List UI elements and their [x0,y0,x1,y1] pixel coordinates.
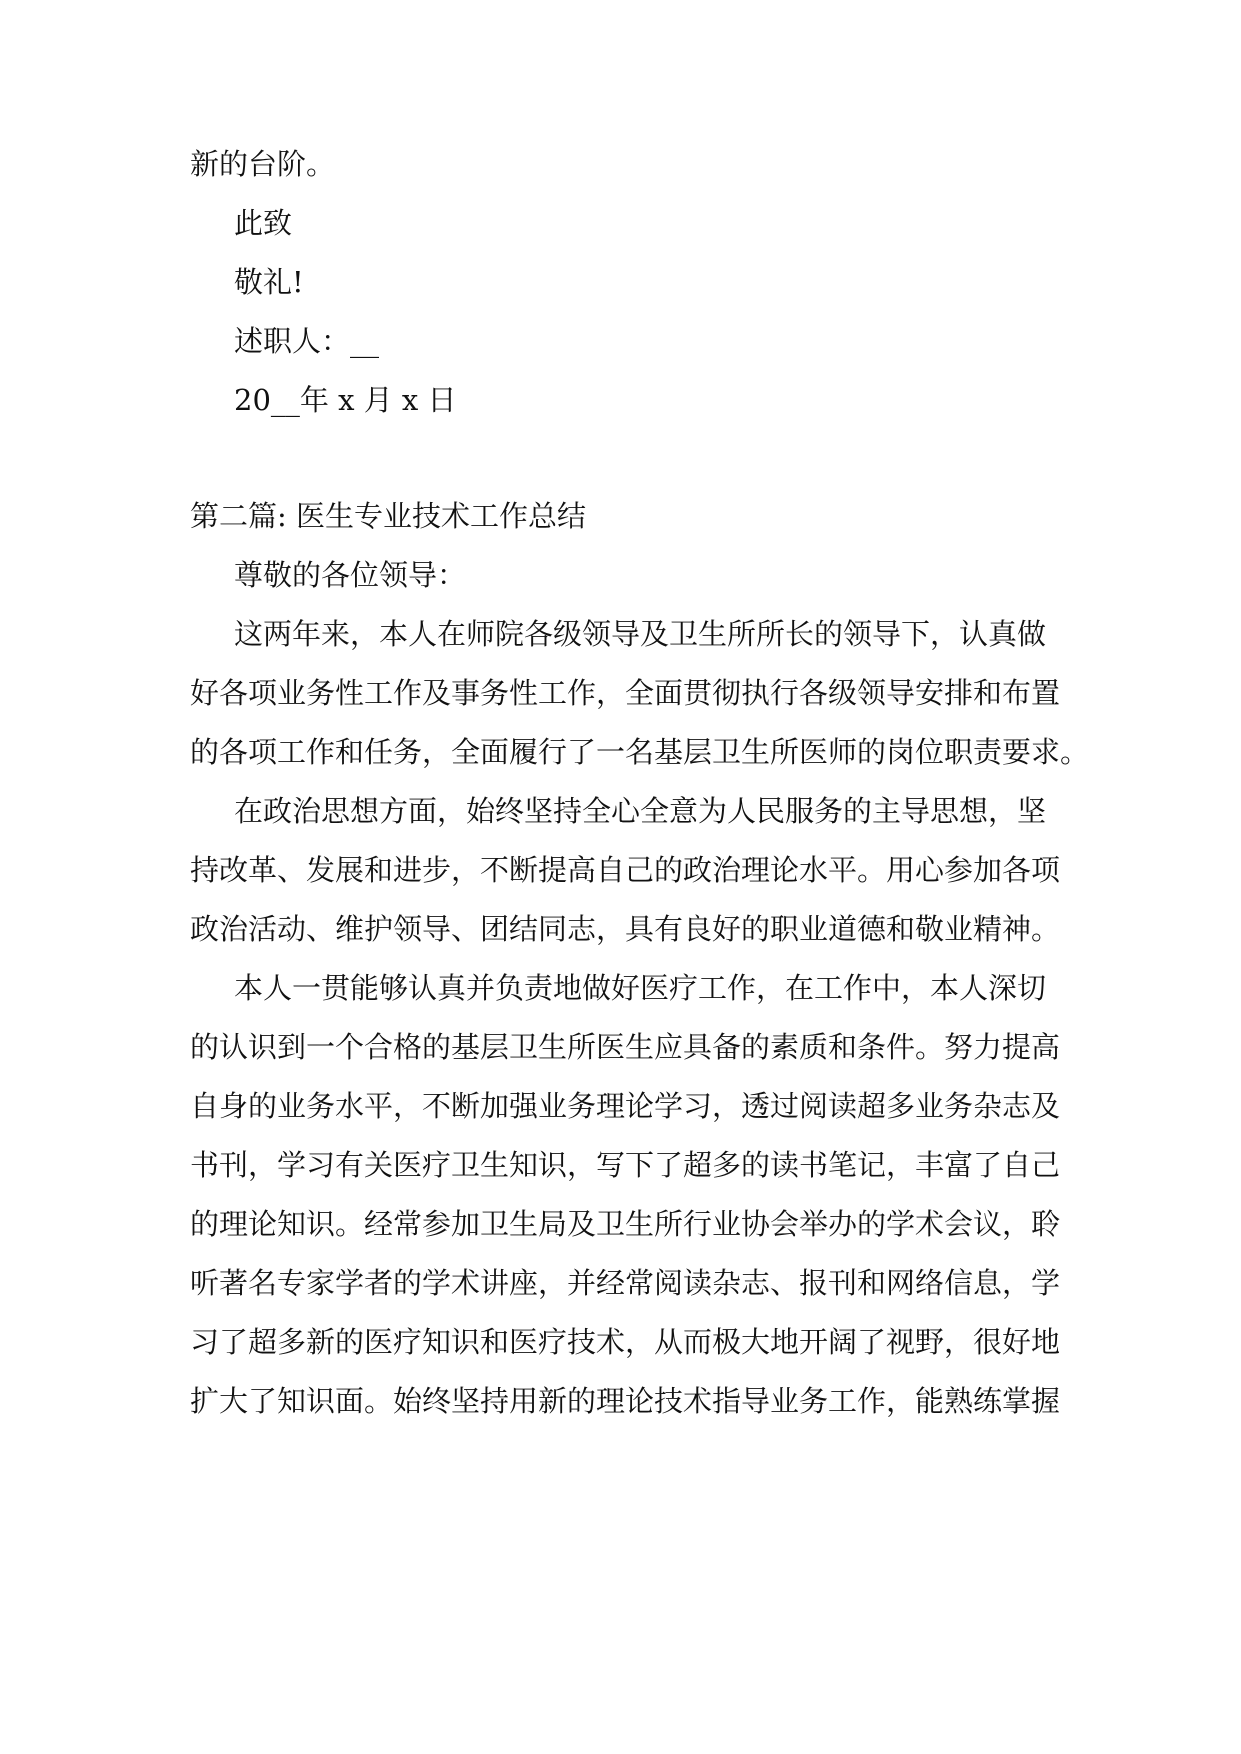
body-line: 持改革、发展和进步，不断提高自己的政治理论水平。用心参加各项 [190,853,1061,887]
body-line: 好各项业务性工作及事务性工作，全面贯彻执行各级领导安排和布置 [190,676,1061,710]
body-line: 在政治思想方面，始终坚持全心全意为人民服务的主导思想，坚 [234,794,1047,828]
date-line: 20__年 x 月 x 日 [234,383,457,417]
body-line: 自身的业务水平，不断加强业务理论学习，透过阅读超多业务杂志及 [190,1089,1061,1123]
body-line: 这两年来，本人在师院各级领导及卫生所所长的领导下，认真做 [234,617,1047,651]
body-line: 政治活动、维护领导、团结同志，具有良好的职业道德和敬业精神。 [190,912,1061,946]
body-line: 扩大了知识面。始终坚持用新的理论技术指导业务工作，能熟练掌握 [190,1384,1061,1418]
body-line: 习了超多新的医疗知识和医疗技术，从而极大地开阔了视野，很好地 [190,1325,1061,1359]
body-line: 听著名专家学者的学术讲座，并经常阅读杂志、报刊和网络信息，学 [190,1266,1061,1300]
signer-line: 述职人：__ [234,324,380,358]
paragraph-continuation: 新的台阶。 [190,147,336,181]
body-line: 书刊，学习有关医疗卫生知识，写下了超多的读书笔记，丰富了自己 [190,1148,1061,1182]
body-line: 的认识到一个合格的基层卫生所医生应具备的素质和条件。努力提高 [190,1030,1061,1064]
closing-regards: 敬礼! [234,265,304,299]
section-title: 第二篇: 医生专业技术工作总结 [190,499,586,533]
body-line: 的理论知识。经常参加卫生局及卫生所行业协会举办的学术会议，聆 [190,1207,1061,1241]
body-line: 的各项工作和任务，全面履行了一名基层卫生所医师的岗位职责要求。 [190,735,1090,769]
body-line: 本人一贯能够认真并负责地做好医疗工作，在工作中，本人深切 [234,971,1047,1005]
closing-salutation: 此致 [234,206,293,240]
greeting: 尊敬的各位领导： [234,558,467,592]
